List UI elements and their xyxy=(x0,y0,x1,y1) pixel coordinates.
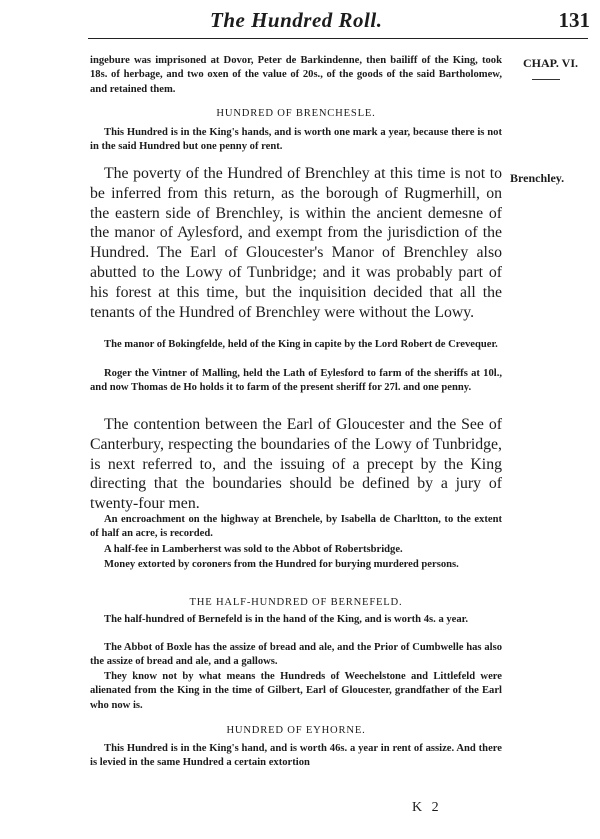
paragraph-roger-vintner xyxy=(90,367,502,396)
paragraph-text: The Abbot of Boxle has the assize of bread and ale, and the Prior of Cumbwelle has also the assize of bread and ale, and a gallows. xyxy=(90,642,502,668)
paragraph-continuation xyxy=(90,54,502,97)
section-heading-bernefeld xyxy=(90,597,502,608)
running-title: The Hundred Roll. xyxy=(210,8,383,32)
margin-note-place: Brenchley. xyxy=(510,171,565,185)
paragraph-bernefeld-worth xyxy=(90,613,502,627)
paragraph-eyhorne xyxy=(90,742,502,771)
paragraph-text: The poverty of the Hundred of Brenchley at this time is not to be inferred from this return, as the borough of Rugmerhill, on the eastern side of Brenchley, is within the ancient demesne of the manor of Aylesford, and exempt from the jurisdiction of the Hundred. The Earl of Gloucester's Manor of Brenchley also abutted to the Lowy of Tunbridge; and it was probably part of his forest at this time, but the inquisition decided that all the tenants of the Hundred of Brenchley were without the Lowy. xyxy=(90,165,502,321)
paragraph-text: A half-fee in Lamberherst was sold to the Abbot of Robertsbridge. xyxy=(104,544,403,555)
paragraph-weechelstone xyxy=(90,670,502,713)
paragraph-text: The contention between the Earl of Gloucester and the See of Canterbury, respecting the boundaries of the Lowy of Tunbridge, is next referred to, and the issuing of a precept by the King directing that the boundaries should be defined by a jury of twenty-four men. xyxy=(90,416,502,513)
paragraph-text: Roger the Vintner of Malling, held the Lath of Eylesford to farm of the sheriffs at 10l., and now Thomas de Ho holds it to farm of the present sheriff for 27l. and one penny. xyxy=(90,368,502,394)
paragraph-commentary-poverty xyxy=(90,164,502,322)
signature-mark: K 2 xyxy=(412,800,442,815)
header-rule xyxy=(88,38,588,39)
section-heading: THE HALF-HUNDRED OF BERNEFELD. xyxy=(189,597,403,608)
paragraph-text: An encroachment on the highway at Brenchele, by Isabella de Charltton, to the extent of half an acre, is recorded. xyxy=(90,514,502,540)
section-heading-brencheslé xyxy=(90,108,502,119)
paragraph-bokingfelde xyxy=(90,338,502,352)
section-heading: HUNDRED OF BRENCHESLE. xyxy=(216,108,376,119)
paragraph-brenchesle-record xyxy=(90,126,502,155)
section-heading: HUNDRED OF EYHORNE. xyxy=(226,725,366,736)
margin-note-chapter: CHAP. VI. xyxy=(523,56,579,70)
paragraph-text: They know not by what means the Hundreds of Weechelstone and Littlefeld were alienated from the King in the time of Gilbert, Earl of Gloucester, grandfather of the Earl who now is. xyxy=(90,671,502,711)
paragraph-encroachment xyxy=(90,513,502,542)
running-header xyxy=(90,8,590,38)
margin-rule xyxy=(532,79,560,80)
paragraph-text: Money extorted by coroners from the Hundred for burying murdered persons. xyxy=(104,559,459,570)
paragraph-text: ingebure was imprisoned at Dovor, Peter de Barkindenne, then bailiff of the King, took 18s. of herbage, and two oxen of the value of 20s., of the goods of the said Bartholomew, and retained them. xyxy=(90,55,502,95)
paragraph-abbot-boxle xyxy=(90,641,502,670)
page-number: 131 xyxy=(558,8,590,32)
section-heading-eyhorne xyxy=(90,725,502,736)
paragraph-text: This Hundred is in the King's hands, and is worth one mark a year, because there is not in the said Hundred but one penny of rent. xyxy=(90,127,502,153)
paragraph-coroners xyxy=(90,558,502,572)
paragraph-half-fee xyxy=(90,543,502,557)
paragraph-commentary-contention xyxy=(90,415,502,514)
paragraph-text: The half-hundred of Bernefeld is in the hand of the King, and is worth 4s. a year. xyxy=(104,614,469,625)
paragraph-text: The manor of Bokingfelde, held of the King in capite by the Lord Robert de Crevequer. xyxy=(104,339,498,350)
paragraph-text: This Hundred is in the King's hand, and is worth 46s. a year in rent of assize. And there is levied in the same Hundred a certain extortion xyxy=(90,743,502,769)
